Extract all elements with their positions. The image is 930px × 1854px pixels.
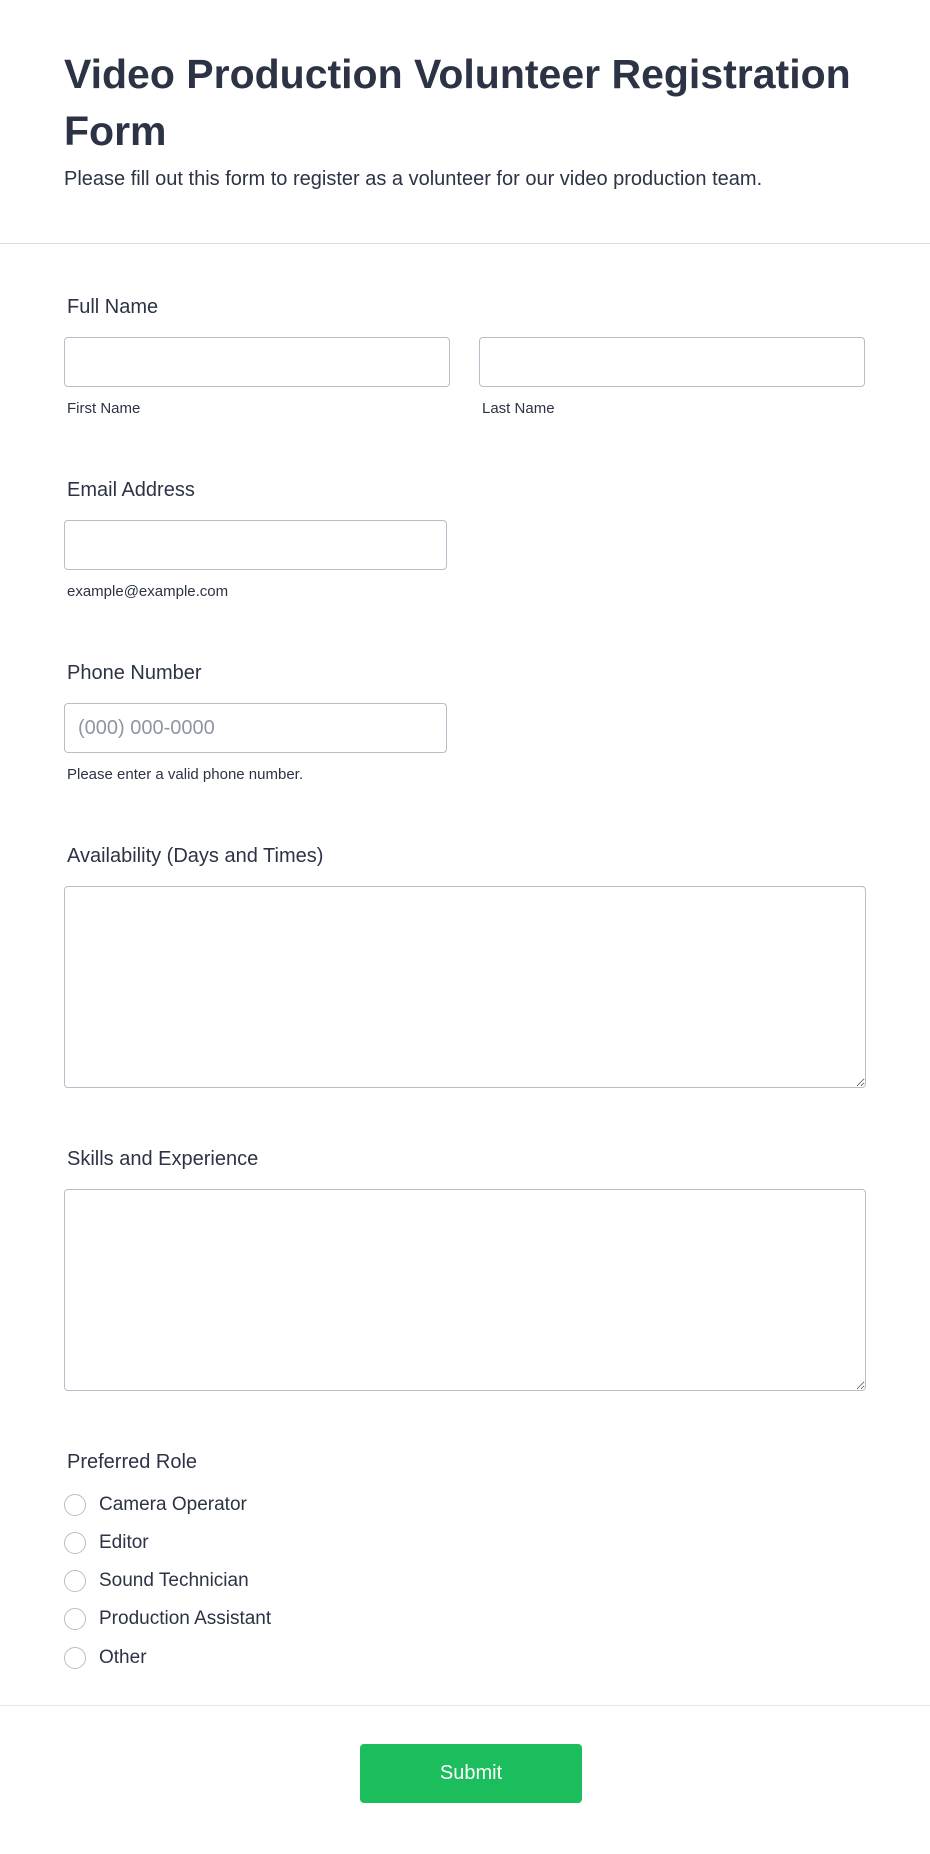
full-name-label: Full Name [67, 296, 159, 318]
first-name-input[interactable] [64, 337, 450, 387]
radio-option-camera-operator[interactable] [64, 1492, 247, 1518]
radio-label: Production Assistant [99, 1608, 272, 1629]
skills-textarea[interactable] [64, 1189, 866, 1391]
phone-sublabel: Please enter a valid phone number. [67, 766, 303, 783]
radio-button[interactable] [64, 1570, 86, 1592]
radio-button[interactable] [64, 1608, 86, 1630]
first-name-sublabel: First Name [67, 400, 141, 417]
availability-label: Availability (Days and Times) [67, 845, 324, 867]
email-label: Email Address [67, 479, 195, 501]
radio-label: Other [99, 1647, 147, 1668]
last-name-sublabel: Last Name [482, 400, 555, 417]
availability-textarea[interactable] [64, 886, 866, 1088]
radio-label: Sound Technician [99, 1570, 249, 1591]
radio-option-editor[interactable] [64, 1530, 149, 1556]
radio-label: Editor [99, 1532, 149, 1553]
form-title: Video Production Volunteer Registration Form [64, 51, 851, 154]
email-sublabel: example@example.com [67, 583, 229, 600]
skills-label: Skills and Experience [67, 1148, 259, 1170]
phone-input[interactable] [64, 703, 447, 753]
radio-option-sound-technician[interactable] [64, 1568, 249, 1594]
radio-option-production-assistant[interactable] [64, 1606, 271, 1632]
radio-label: Camera Operator [99, 1494, 247, 1515]
radio-option-other[interactable] [64, 1645, 147, 1671]
submit-button[interactable]: Submit [360, 1744, 582, 1803]
radio-button[interactable] [64, 1532, 86, 1554]
form-description: Please fill out this form to register as a volunteer for our video production team. [64, 168, 763, 190]
radio-button[interactable] [64, 1494, 86, 1516]
radio-button[interactable] [64, 1647, 86, 1669]
preferred-role-label: Preferred Role [67, 1451, 198, 1473]
email-field[interactable] [64, 520, 447, 570]
last-name-input[interactable] [479, 337, 865, 387]
form-header [0, 0, 930, 244]
phone-label: Phone Number [67, 662, 202, 684]
